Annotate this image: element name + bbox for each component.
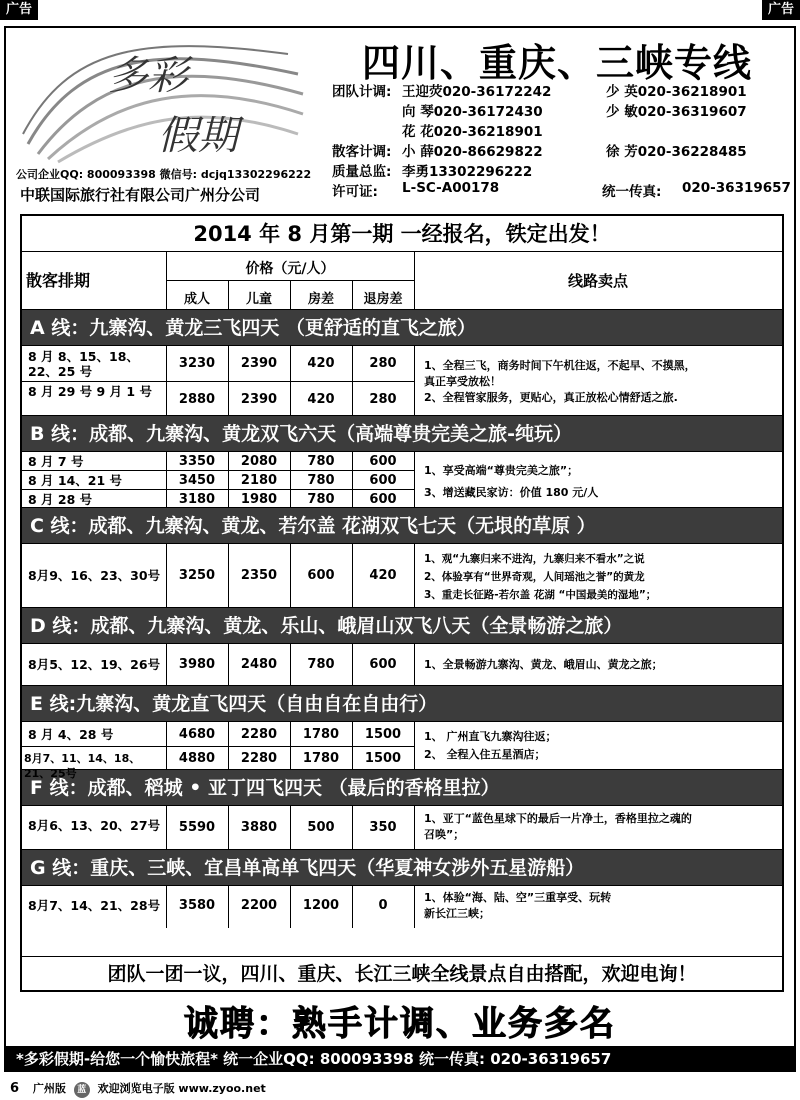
price-room: 1780: [302, 727, 340, 742]
team-note: 团队一团一议，四川、重庆、长江三峡全线景点自由搭配，欢迎电询！: [22, 956, 782, 990]
table-row-dates: 8 月 4、28 号: [28, 727, 114, 742]
price-table: [20, 214, 784, 992]
col-refund: 退房差: [363, 292, 403, 307]
edition-badge-icon: 蓝: [74, 1082, 90, 1098]
price-child: 2080: [240, 454, 278, 469]
price-room: 420: [307, 356, 335, 371]
selling-points: 1、全景畅游九寨沟、黄龙、峨眉山、黄龙之旅；: [424, 658, 663, 671]
team-phone-r1: 少 英020-36218901: [606, 84, 747, 100]
route-f-title: F 线：成都、稻城 • 亚丁四飞四天 （最后的香格里拉）: [22, 770, 782, 806]
ad-label-right: 广告: [762, 0, 800, 20]
price-room: 1200: [302, 898, 340, 913]
col-child: 儿童: [245, 292, 272, 307]
price-room: 780: [307, 657, 335, 672]
table-row-dates: 8 月 29 号 9 月 1 号: [28, 384, 152, 399]
route-a-title: A 线：九寨沟、黄龙三飞四天 （更舒适的直飞之旅）: [22, 310, 782, 346]
price-child: 2180: [240, 473, 278, 488]
logo-text-line2: 假期: [158, 113, 238, 159]
price-adult: 3230: [178, 356, 216, 371]
price-adult: 3580: [178, 898, 216, 913]
route-d-block: [22, 644, 782, 686]
team-label: 团队计调:: [332, 84, 392, 100]
table-row-dates: 8月7、14、21、28号: [28, 898, 161, 913]
price-refund: 600: [369, 473, 397, 488]
page-footer: [10, 1080, 266, 1098]
table-row-dates: 8月9、16、23、30号: [28, 568, 161, 583]
table-row-dates: 8 月 14、21 号: [28, 473, 123, 488]
price-refund: 600: [369, 657, 397, 672]
table-title: 2014 年 8 月第一期 一经报名，铁定出发！: [22, 216, 782, 252]
selling-points: 1、亚丁“蓝色星球下的最后一片净土，香格里拉之魂的 召唤”；: [424, 812, 692, 841]
route-a-block: [22, 346, 782, 416]
selling-points: 1、体验“海、陆、空”三重享受、玩转 新长江三峡；: [424, 891, 612, 920]
fit-phone-1: 小 薛020-86629822: [402, 144, 543, 160]
company-contact: 公司企业QQ: 800093398 微信号: dcjq13302296222: [16, 168, 312, 181]
fax-label: 统一传真:: [602, 184, 662, 200]
selling-points: 1、 广州直飞九寨沟往返； 2、 全程入住五星酒店；: [424, 730, 557, 761]
qa-label: 质量总监:: [332, 164, 392, 180]
route-c-title: C 线：成都、九寨沟、黄龙、若尔盖 花湖双飞七天（无垠的草原 ）: [22, 508, 782, 544]
selling-points: 1、全程三飞，商务时间下午机往返，不起早、不摸黑， 真正享受放松！ 2、全程管家服务，更贴心，真正放松心情舒适之旅.: [424, 359, 696, 404]
header: [6, 28, 794, 204]
team-phone-1: 王迎荧020-36172242: [402, 84, 552, 100]
logo-area: [14, 34, 314, 204]
route-b-block: [22, 452, 782, 508]
edition-label: 广州版: [32, 1082, 66, 1095]
price-room: 420: [307, 392, 335, 407]
price-room: 780: [307, 473, 335, 488]
qa-phone: 李勇13302296222: [402, 164, 533, 180]
price-child: 2350: [240, 568, 278, 583]
fax-number: 020-36319657: [682, 180, 791, 196]
route-d-title: D 线：成都、九寨沟、黄龙、乐山、峨眉山双飞八天（全景畅游之旅）: [22, 608, 782, 644]
table-row-dates: 8 月 28 号: [28, 492, 93, 507]
col-adult: 成人: [183, 292, 210, 307]
team-phone-3: 花 花020-36218901: [402, 124, 543, 140]
price-adult: 3980: [178, 657, 216, 672]
selling-points: 1、享受高端“尊贵完美之旅”； 3、增送藏民家访：价值 180 元/人: [424, 464, 599, 499]
price-refund: 1500: [364, 751, 402, 766]
route-f-block: [22, 806, 782, 850]
fit-phone-r1: 徐 芳020-36228485: [606, 144, 747, 160]
logo-swirl-icon: [18, 34, 308, 164]
logo-text-line1: 多彩: [108, 53, 188, 99]
route-e-block: [22, 722, 782, 780]
price-adult: 2880: [178, 392, 216, 407]
price-refund: 420: [369, 568, 397, 583]
price-room: 1780: [302, 751, 340, 766]
route-g-title: G 线：重庆、三峡、宜昌单高单飞四天（华夏神女涉外五星游船）: [22, 850, 782, 886]
team-phone-2: 向 琴020-36172430: [402, 104, 543, 120]
team-phone-r2: 少 敏020-36319607: [606, 104, 747, 120]
price-child: 3880: [240, 820, 278, 835]
table-row-dates: 8 月 7 号: [28, 454, 84, 469]
price-adult: 5590: [178, 820, 216, 835]
price-room: 500: [307, 820, 335, 835]
selling-points: 1、观“九寨归来不进沟，九寨归来不看水”之说 2、体验享有“世界奇观，人间瑶池之誉”的黄龙 3、重走长征路-若尔盖 花湖 “中国最美的湿地”；: [424, 553, 657, 601]
route-c-block: [22, 544, 782, 608]
price-refund: 0: [378, 898, 388, 913]
license-number: L-SC-A00178: [402, 180, 500, 196]
fit-label: 散客计调:: [332, 144, 392, 160]
route-e-title: E 线:九寨沟、黄龙直飞四天（自由自在自由行）: [22, 686, 782, 722]
price-child: 2480: [240, 657, 278, 672]
table-header: [22, 252, 782, 310]
price-adult: 3450: [178, 473, 216, 488]
price-refund: 280: [369, 356, 397, 371]
table-row-dates: 8月6、13、20、27号: [28, 818, 161, 833]
col-price: 价格（元/人）: [245, 261, 335, 277]
page-title: 四川、重庆、三峡专线: [362, 41, 753, 85]
price-child: 1980: [240, 492, 278, 507]
price-refund: 350: [369, 820, 397, 835]
website-text: 欢迎浏览电子版 www.zyoo.net: [97, 1082, 266, 1095]
recruitment-banner: 诚聘：熟手计调、业务多名: [184, 1004, 616, 1044]
advertisement-page: [4, 26, 796, 1072]
price-adult: 3350: [178, 454, 216, 469]
price-refund: 600: [369, 492, 397, 507]
price-room: 780: [307, 492, 335, 507]
route-b-title: B 线：成都、九寨沟、黄龙双飞六天（高端尊贵完美之旅-纯玩）: [22, 416, 782, 452]
table-row-dates: 8 月 8、15、18、22、25 号: [28, 349, 139, 379]
price-room: 780: [307, 454, 335, 469]
price-room: 600: [307, 568, 335, 583]
price-adult: 3250: [178, 568, 216, 583]
price-adult: 3180: [178, 492, 216, 507]
col-schedule: 散客排期: [26, 271, 91, 290]
ad-label-left: 广告: [0, 0, 38, 20]
price-refund: 600: [369, 454, 397, 469]
agency-name: 中联国际旅行社有限公司广州分公司: [20, 186, 261, 204]
price-refund: 280: [369, 392, 397, 407]
price-refund: 1500: [364, 727, 402, 742]
col-sell: 线路卖点: [567, 272, 628, 290]
price-adult: 4880: [178, 751, 216, 766]
price-child: 2280: [240, 727, 278, 742]
price-child: 2280: [240, 751, 278, 766]
table-row-dates: 8月7、11、14、18、21、25号: [24, 752, 141, 780]
col-room: 房差: [307, 292, 334, 307]
price-child: 2390: [240, 356, 278, 371]
price-child: 2390: [240, 392, 278, 407]
price-child: 2200: [240, 898, 278, 913]
table-row-dates: 8月5、12、19、26号: [28, 657, 161, 672]
route-g-block: [22, 886, 782, 928]
page-number: 6: [10, 1081, 20, 1096]
bottom-contact-bar: *多彩假期-给您一个愉快旅程* 统一企业QQ: 800093398 统一传真: 020-36319657: [6, 1046, 794, 1072]
license-label: 许可证:: [332, 184, 378, 200]
price-adult: 4680: [178, 727, 216, 742]
